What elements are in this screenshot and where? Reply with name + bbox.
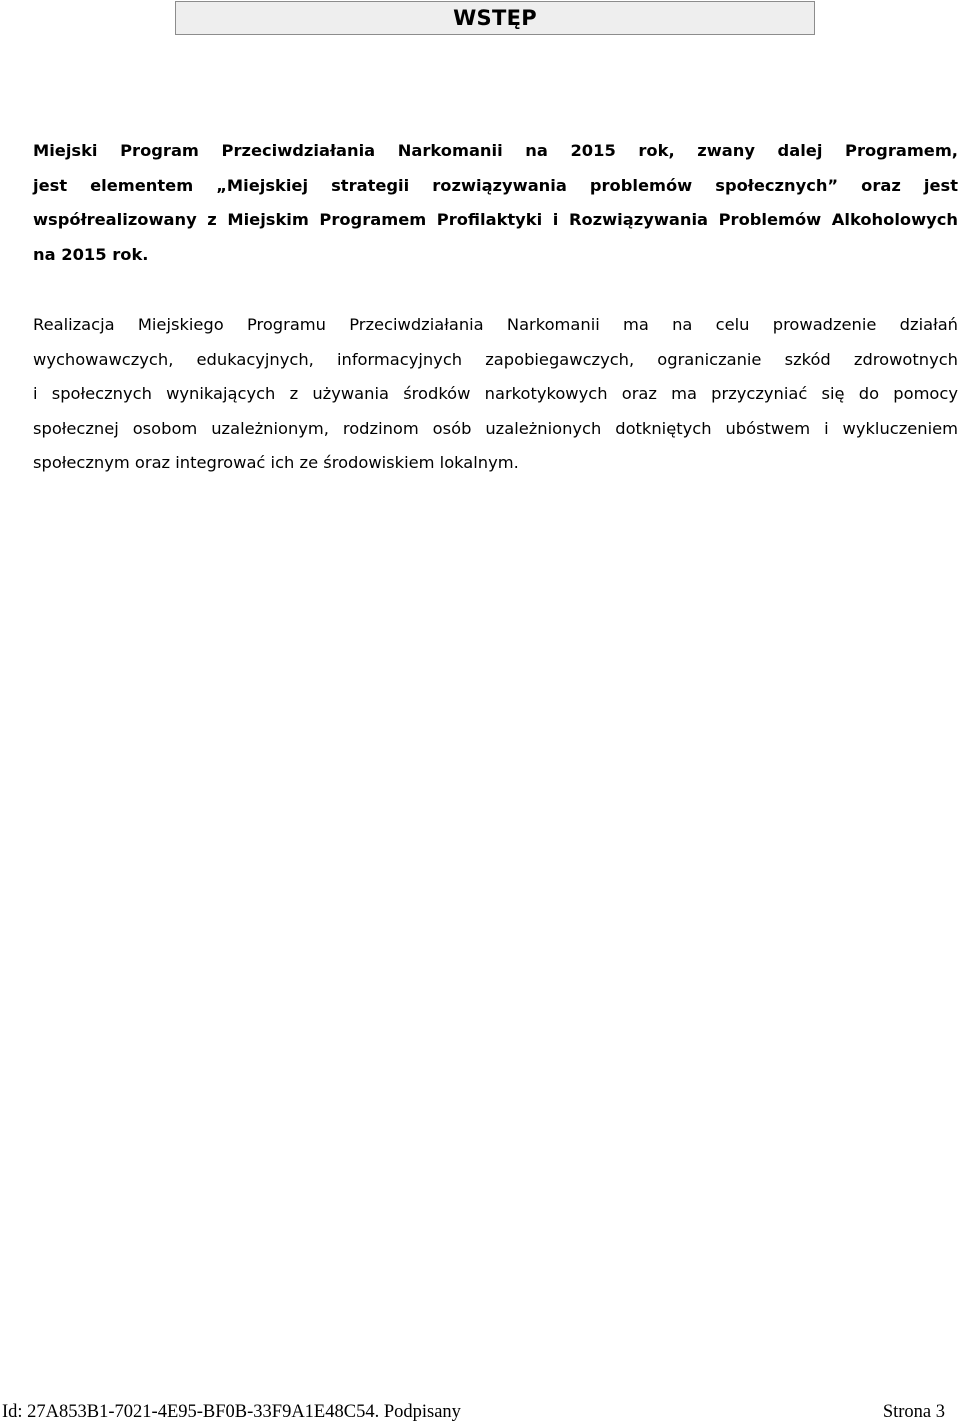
paragraph-line: Miejski Program Przeciwdziałania Narkomanii na 2015 rok, zwany dalej Programem, xyxy=(33,141,958,160)
paragraph-line: wychowawczych, edukacyjnych, informacyjnych zapobiegawczych, ograniczanie szkód zdrowotnych xyxy=(33,349,958,369)
paragraph-line: społecznym oraz integrować ich ze środowiskiem lokalnym. xyxy=(33,453,519,472)
document-id: Id: 27A853B1-7021-4E95-BF0B-33F9A1E48C54. Podpisany xyxy=(2,1402,461,1422)
paragraph-goals xyxy=(33,308,958,481)
paragraph-line: społecznej osobom uzależnionym, rodzinom osób uzależnionych dotkniętych ubóstwem i wykluczeniem xyxy=(33,418,958,438)
paragraph-line: na 2015 rok. xyxy=(33,244,149,264)
paragraph-line: współrealizowany z Miejskim Programem Profilaktyki i Rozwiązywania Problemów Alkoholowych xyxy=(33,210,958,229)
paragraph-intro xyxy=(33,134,958,272)
paragraph-line: i społecznych wynikających z używania środków narkotykowych oraz ma przyczyniać się do pomocy xyxy=(33,384,958,403)
paragraph-line: Realizacja Miejskiego Programu Przeciwdziałania Narkomanii ma na celu prowadzenie działań xyxy=(33,315,958,334)
paragraph-line: jest elementem „Miejskiej strategii rozwiązywania problemów społecznych” oraz jest xyxy=(33,175,958,195)
title-box xyxy=(175,1,815,35)
page-footer xyxy=(0,1400,945,1424)
page-number: Strona 3 xyxy=(882,1402,945,1422)
page-title: WSTĘP xyxy=(453,6,537,30)
